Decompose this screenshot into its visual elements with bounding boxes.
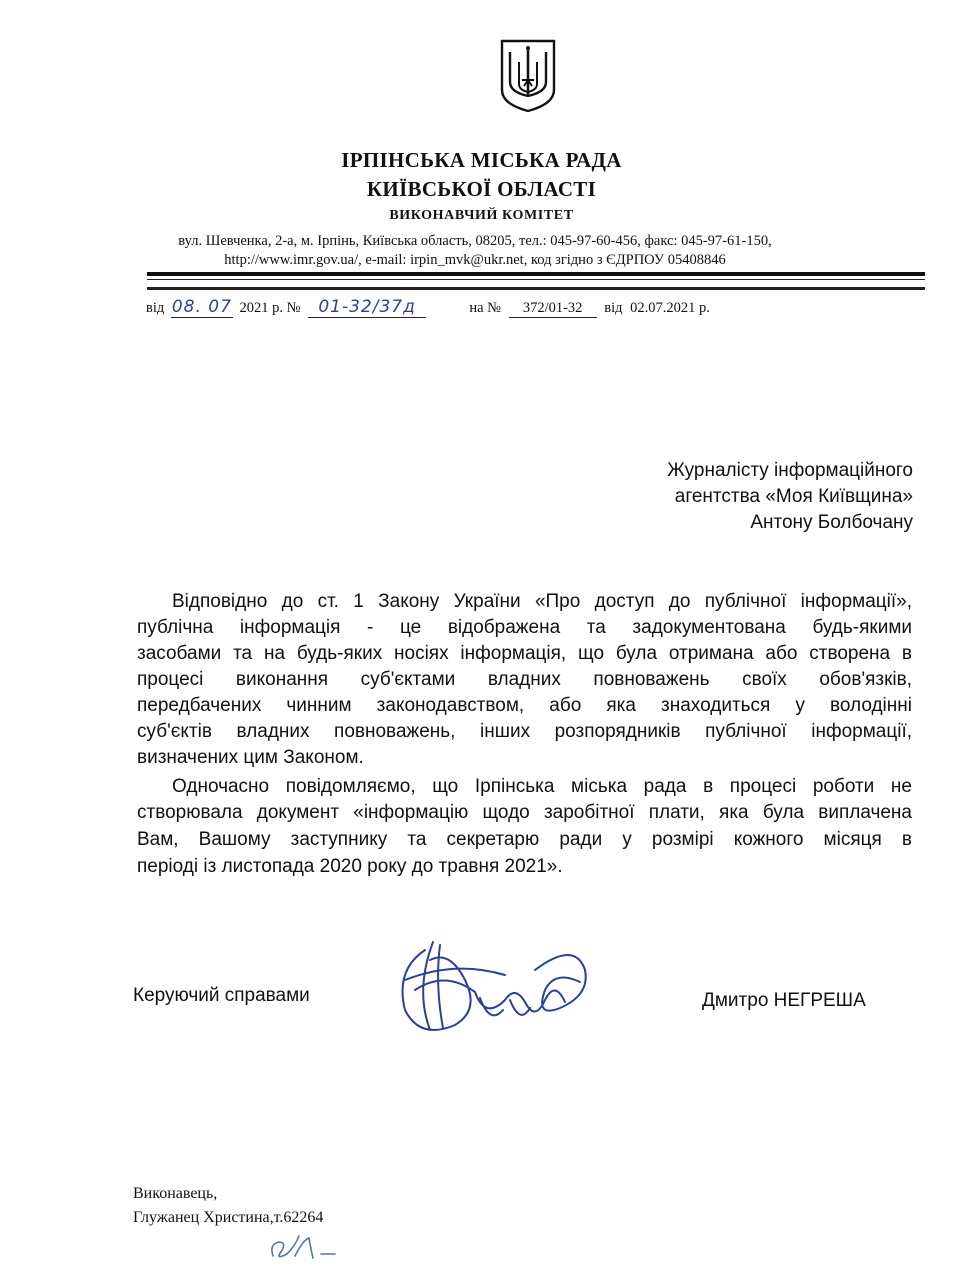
handwritten-signature	[385, 930, 595, 1048]
body-line: передбачених чинним законодавством, або яка знаходиться у володінні	[137, 695, 912, 716]
addressee-line: Журналісту інформаційного	[667, 460, 913, 481]
header-rule	[147, 287, 925, 290]
org-name-line2: КИЇВСЬКОЇ ОБЛАСТІ	[366, 177, 597, 201]
addressee-line: Антону Болбочану	[750, 512, 913, 533]
body-line: процесі виконання суб'єктами владних повноважень своїх обов'язків,	[137, 669, 912, 690]
body-line: Відповідно до ст. 1 Закону України «Про доступ до публічної інформації»,	[172, 591, 912, 612]
body-line: періоді із листопада 2020 року до травня 2021».	[137, 856, 563, 877]
org-name-line1: ІРПІНСЬКА МІСЬКА РАДА	[341, 148, 622, 172]
header-rule	[147, 272, 925, 276]
ref-number: 372/01-32	[509, 300, 597, 318]
body-line: Одночасно повідомляємо, що Ірпінська міська рада в процесі роботи не	[172, 776, 912, 797]
from-label: від	[146, 300, 165, 316]
ref-label: на №	[469, 300, 502, 316]
registration-line	[146, 297, 710, 318]
executor-name-phone: Глужанец Христина,т.62264	[133, 1209, 324, 1226]
body-line: Вам, Вашому заступнику та секретарю ради у розмірі кожного місяця в	[137, 829, 912, 850]
signatory-name: Дмитро НЕГРЕША	[702, 990, 866, 1011]
contacts-address: вул. Шевченка, 2-а, м. Ірпінь, Київська область, 08205, тел.: 045-97-60-456, факс: 045-97-61-150,	[178, 233, 772, 249]
body-line: створювала документ «інформацію щодо заробітної плати, яка була виплачена	[137, 802, 912, 823]
body-line: публічна інформація - це відображена та задокументована будь-якими	[137, 617, 912, 638]
header-rule	[147, 279, 925, 280]
handwritten-date: 08. 07	[171, 297, 232, 317]
signatory-position: Керуючий справами	[133, 985, 310, 1006]
handwritten-initials	[265, 1226, 345, 1266]
executor-label: Виконавець,	[133, 1185, 218, 1202]
addressee-block	[667, 458, 913, 536]
contacts-web: http://www.imr.gov.ua/, e-mail: irpin_mvk@ukr.net, код згідно з ЄДРПОУ 05408846	[224, 252, 726, 268]
org-department: ВИКОНАВЧИЙ КОМІТЕТ	[389, 208, 574, 223]
ref-date: 02.07.2021 р.	[630, 300, 710, 316]
ref-date-label: від	[604, 300, 623, 316]
body-line: засобами та на будь-яких носіях інформація, що була отримана або створена в	[137, 643, 912, 664]
handwritten-number: 01-32/37д	[318, 297, 416, 317]
addressee-line: агентства «Моя Київщина»	[674, 486, 913, 507]
body-line: визначених цим Законом.	[137, 747, 364, 768]
coat-of-arms-icon	[498, 38, 558, 114]
year-label: 2021 р. №	[239, 300, 301, 316]
body-line: суб'єктів владних повноважень, інших розпорядників публічної інформації,	[137, 721, 912, 742]
